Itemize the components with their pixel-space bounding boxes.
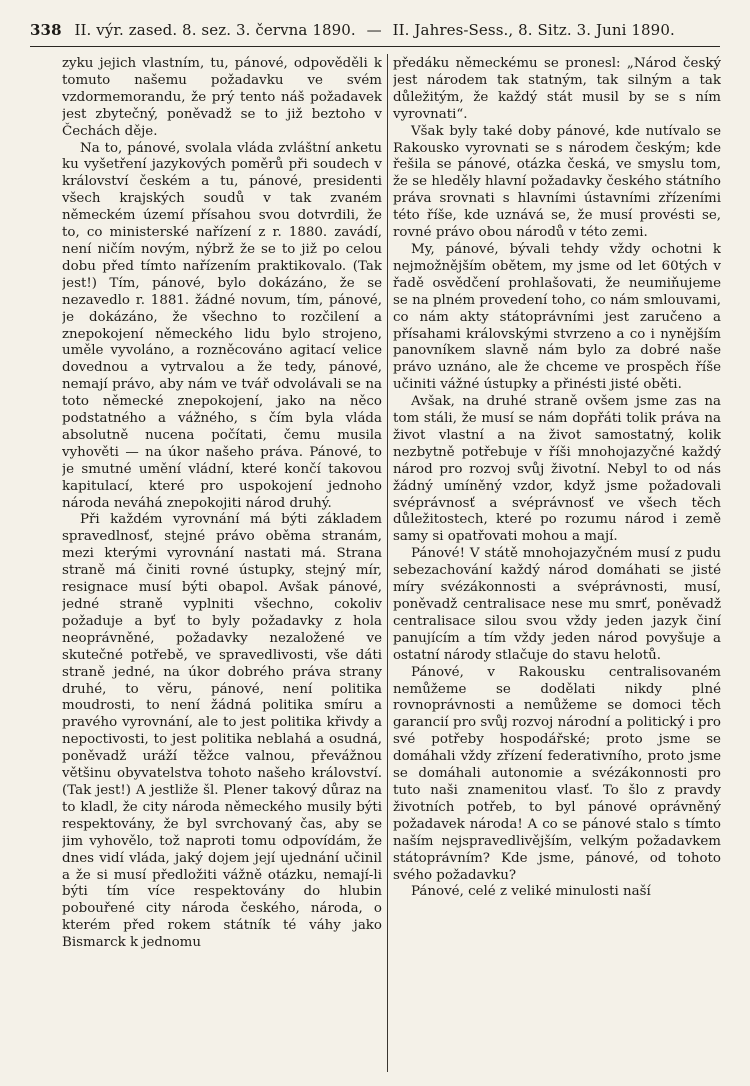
paragraph: Na to, pánové, svolala vláda zvláštní anketu ku vyšetření jazykových poměrů při soudech v království českém a tu, pánové, presidenti všech krajských soudů v tak zvaném německém území přísahou svou dotvrdili, že to, co ministerské nařízení z r. 1880. zavádí, není ničím novým, nýbrž že se to již po celou dobu před tímto nařízením praktikovalo. (Tak jest!) Tím, pánové, bylo dokázáno, že se nezavedlo r. 1881. žádné novum, tím, pánové, je dokázáno, že všechno to rozčilení a znepokojení německého lidu bylo strojeno, uměle vyvoláno, a rozněcováno agitací velice dovednou a vytrvalou a že tedy, pánové, nemají právo, aby nám ve tvář odvolávali se na toto německé znepokojení, jako na něco podstatného a vážného, s čím byla vláda absolutně nucena počítati, čemu musila vyhověti — na úkor našeho práva. Pánové, to je smutné umění vládní, které končí takovou kapitulací, které pro uspokojení jednoho národa neváhá znepokojiti národ druhý.: [62, 140, 382, 511]
header-czech: II. výr. zased. 8. sez. 3. června 1890.: [74, 21, 356, 39]
page-number: 338: [30, 21, 62, 39]
header-separator: —: [366, 21, 382, 39]
page-header: [30, 18, 720, 42]
paragraph: předáku německému se pronesl: „Národ český jest národem tak statným, tak silným a tak důležitým, že každý stát musil by se s ním vyrovnati“.: [393, 56, 721, 122]
column-divider: [387, 54, 388, 1072]
paragraph: Pánové! V státě mnohojazyčném musí z pudu sebezachování každý národ domáhati se jisté míry svézákonnosti a svéprávnosti, musí, poněvadž centralisace nese mu smrť, poněvadž centralisace silou svou vždy jeden jazyk činí panujícím a tím vždy jeden národ povyšuje a ostatní národy stlačuje do stavu helotů.: [393, 546, 721, 663]
header-german: II. Jahres-Sess., 8. Sitz. 3. Juni 1890.: [392, 21, 675, 39]
paragraph: Pánové, celé z veliké minulosti naší: [411, 884, 651, 900]
right-column: [393, 56, 721, 1072]
paragraph: My, pánové, bývali tehdy vždy ochotni k nejmožnějším obětem, my jsme od let 60tých v řadě osvědčení prohlašovati, že neumiňujeme se na plném provedení toho, co nám smlouvami, co nám akty státoprávními jest zaručeno a přísahami královskými stvrzeno a co i nynějším panovníkem slavně nám bylo za dobré naše právo uznáno, ale že chceme ve prospěch říše učiniti vážné ústupky a přinésti jisté oběti.: [393, 241, 721, 393]
paragraph: Avšak, na druhé straně ovšem jsme zas na tom stáli, že musí se nám dopřáti tolik práva na život vlastní a na život samostatný, kolik nezbytně potřebuje v říši mnohojazyčné každý národ pro rozvoj svůj životní. Nebyl to od nás žádný umíněný vzdor, když jsme požadovali svéprávnosť a svéprávnosť ve všech těch důležitostech, které po rozumu národ i země samy si opatřovati mohou a mají.: [393, 394, 721, 545]
left-column: [62, 56, 382, 1072]
paragraph: Pánové, v Rakousku centralisovaném nemůžeme se dodělati nikdy plné rovnoprávnosti a nemůžeme se domoci těch garancií pro svůj rozvoj národní a politický i pro své potřeby hospodářské; proto jsme se domáhali vždy zřízení federativního, proto jsme se domáhali autonomie a svézákonnosti pro tuto naši znamenitou vlasť. To šlo z pravdy životních potřeb, to byl pánové oprávněný požadavek národa! A co se pánové stalo s tímto naším nejspravedlivějším, velkým požadavkem státoprávním? Kde jsme, pánové, od tohoto svého požadavku?: [393, 664, 721, 883]
paragraph: Však byly také doby pánové, kde nutívalo se Rakousko vyrovnati se s národem českým; kde řešila se pánové, otázka česká, ve smyslu tom, že se hleděly hlavní požadavky českého státního práva srovnati s hlavními ústavními zřízeními této říše, kde uznává se, že musí provésti se, rovné právo obou národů v této zemi.: [393, 123, 721, 241]
header-rule: [30, 46, 720, 47]
paragraph: zyku jejich vlastním, tu, pánové, odpověděli k tomuto našemu požadavku ve svém vzdormemorandu, že prý tento náš požadavek jest zbytečný, poněvadž se to již beztoho v Čechách děje.: [62, 56, 382, 139]
paragraph: Při každém vyrovnání má býti základem spravedlnosť, stejné právo oběma stranám, mezi kterými vyrovnání nastati má. Strana straně má činiti rovné ústupky, stejný mír, resignace musí býti obapol. Avšak pánové, jedné straně vyplniti všechno, cokoliv požaduje a byť to byly požadavky z hola neoprávněné, požadavky nezaložené ve skutečné potřebě, ve spravedlivosti, vše dáti straně jedné, na úkor dobrého práva strany druhé, to věru, pánové, není politika moudrosti, to není žádná politika smíru a pravého vyrovnání, ale to jest politika křivdy a nepoctivosti, to jest politika neblahá a osudná, poněvadž uráží těžce valnou, převážnou většinu obyvatelstva tohoto našeho království. (Tak jest!) A jestliže šl. Plener takový důraz na to kladl, že city národa německého musily býti respektovány, že byl svrchovaný čas, aby se jim vyhovělo, tož naproti tomu odpovídám, že dnes vidí vláda, jaký dojem její ujednání učinil a že si musí předložiti vážně otázku, nemají-li býti tím více respektovány do hlubin pobouřené city národa českého, národa, o kterém před rokem státník té váhy jako Bismarck k jednomu: [62, 512, 382, 951]
